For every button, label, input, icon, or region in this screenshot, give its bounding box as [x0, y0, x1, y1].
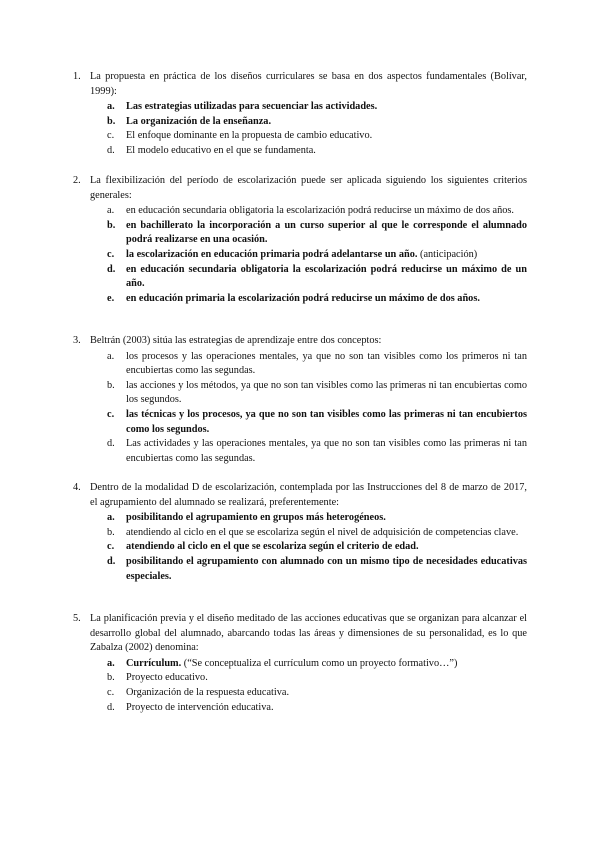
- option-letter: c.: [107, 130, 115, 142]
- option-text: atendiendo al ciclo en el que se escolariza según el nivel de adquisición de competencias clave.: [126, 526, 519, 538]
- question-4: [73, 481, 527, 584]
- option-text: Currículum.: [126, 657, 182, 669]
- option-letter: b.: [107, 219, 116, 231]
- question-1: [73, 70, 527, 159]
- option-item: [90, 204, 527, 219]
- option-text: El modelo educativo en el que se fundamenta.: [126, 144, 316, 156]
- option-text: en bachillerato la incorporación a un curso superior al que le corresponde el alumnado podrá realizarse en una ocasión.: [126, 219, 527, 246]
- option-text: en educación primaria la escolarización podrá reducirse un máximo de dos años.: [126, 292, 480, 304]
- option-letter: b.: [107, 379, 115, 391]
- option-text: las acciones y los métodos, ya que no son tan visibles como las primeras ni tan encubiertas como los segundos.: [126, 379, 527, 406]
- question-3: [73, 334, 527, 466]
- option-letter: d.: [107, 263, 116, 275]
- option-item: [90, 671, 527, 686]
- option-item: [90, 100, 527, 115]
- option-item: [90, 511, 527, 526]
- option-text: la escolarización en educación primaria podrá adelantarse un año.: [126, 248, 418, 260]
- question-number: 2.: [73, 175, 81, 186]
- option-item: [90, 437, 527, 466]
- options-list: [90, 350, 527, 467]
- option-item: [90, 526, 527, 541]
- question-number: 4.: [73, 482, 81, 493]
- option-letter: c.: [107, 248, 115, 260]
- option-item: [90, 540, 527, 555]
- option-text: en educación secundaria obligatoria la escolarización podrá reducirse un máximo de un año.: [126, 263, 527, 290]
- option-text: los procesos y las operaciones mentales, ya que no son tan visibles como los primeros ni tan encubiertas como las segundas.: [126, 350, 527, 377]
- option-item: [90, 350, 527, 379]
- option-item: [90, 701, 527, 716]
- option-text: El enfoque dominante en la propuesta de cambio educativo.: [126, 130, 373, 142]
- option-letter: a.: [107, 205, 115, 217]
- option-text: Las actividades y las operaciones mentales, ya que no son tan visibles como las primeras ni tan encubiertas como las segundas.: [126, 438, 527, 464]
- option-item: [90, 263, 527, 292]
- options-list: [90, 657, 527, 715]
- option-text: Proyecto de intervención educativa.: [126, 701, 274, 713]
- option-item: [90, 408, 527, 437]
- question-text: Beltrán (2003) sitúa las estrategias de aprendizaje entre dos conceptos:: [90, 335, 382, 346]
- option-letter: a.: [107, 101, 115, 113]
- option-letter: a.: [107, 657, 115, 669]
- option-text: las técnicas y los procesos, ya que no son tan visibles como las primeras ni tan encubiertos como los segundos.: [126, 408, 527, 435]
- option-item: [90, 248, 527, 263]
- option-item: [90, 115, 527, 130]
- option-letter: d.: [107, 438, 115, 450]
- question-2: [73, 174, 527, 306]
- question-number: 1.: [73, 71, 81, 82]
- option-letter: d.: [107, 555, 116, 567]
- option-text: atendiendo al ciclo en el que se escolariza según el criterio de edad.: [126, 541, 419, 553]
- option-item: [90, 686, 527, 701]
- options-list: [90, 100, 527, 158]
- option-text: Las estrategias utilizadas para secuenciar las actividades.: [126, 101, 378, 113]
- option-note: (“Se conceptualiza el currículum como un proyecto formativo…”): [181, 657, 458, 669]
- option-item: [90, 379, 527, 408]
- option-text: Organización de la respuesta educativa.: [126, 686, 290, 698]
- question-text: Dentro de la modalidad D de escolarización, contemplada por las Instrucciones del 8 de marzo de 2017, el agrupamiento del alumnado se realizará, preferentemente:: [90, 482, 527, 508]
- option-text: en educación secundaria obligatoria la escolarización podrá reducirse un máximo de dos años.: [126, 205, 514, 217]
- option-text: Proyecto educativo.: [126, 672, 208, 684]
- question-text: La planificación previa y el diseño meditado de las acciones educativas que se organizan para alcanzar el desarrollo global del alumnado, abarcando todas las áreas y dimensiones de su personalidad, es lo que Zabalza (2002) denomina:: [90, 613, 527, 654]
- option-item: [90, 657, 527, 672]
- option-text: posibilitando el agrupamiento con alumnado con un mismo tipo de necesidades educativas especiales.: [126, 555, 527, 582]
- option-letter: c.: [107, 408, 115, 420]
- options-list: [90, 511, 527, 584]
- option-letter: c.: [107, 686, 115, 698]
- options-list: [90, 204, 527, 306]
- option-letter: d.: [107, 144, 115, 156]
- option-letter: a.: [107, 350, 115, 362]
- option-letter: a.: [107, 512, 115, 524]
- option-letter: b.: [107, 115, 116, 127]
- option-item: [90, 129, 527, 144]
- question-text: La flexibilización del período de escolarización puede ser aplicada siguiendo los siguientes criterios generales:: [90, 175, 527, 201]
- option-note: (anticipación): [417, 248, 478, 260]
- option-text: La organización de la enseñanza.: [126, 115, 272, 127]
- option-item: [90, 292, 527, 307]
- option-letter: d.: [107, 701, 115, 713]
- option-letter: b.: [107, 526, 115, 538]
- option-letter: e.: [107, 292, 115, 304]
- question-number: 5.: [73, 613, 81, 624]
- option-item: [90, 555, 527, 584]
- option-item: [90, 144, 527, 159]
- question-number: 3.: [73, 335, 81, 346]
- question-5: [73, 612, 527, 715]
- option-item: [90, 219, 527, 248]
- option-text: posibilitando el agrupamiento en grupos más heterogéneos.: [126, 512, 386, 524]
- option-letter: c.: [107, 541, 115, 553]
- option-letter: b.: [107, 672, 115, 684]
- question-text: La propuesta en práctica de los diseños curriculares se basa en dos aspectos fundamentales (Bolívar, 1999):: [90, 71, 527, 97]
